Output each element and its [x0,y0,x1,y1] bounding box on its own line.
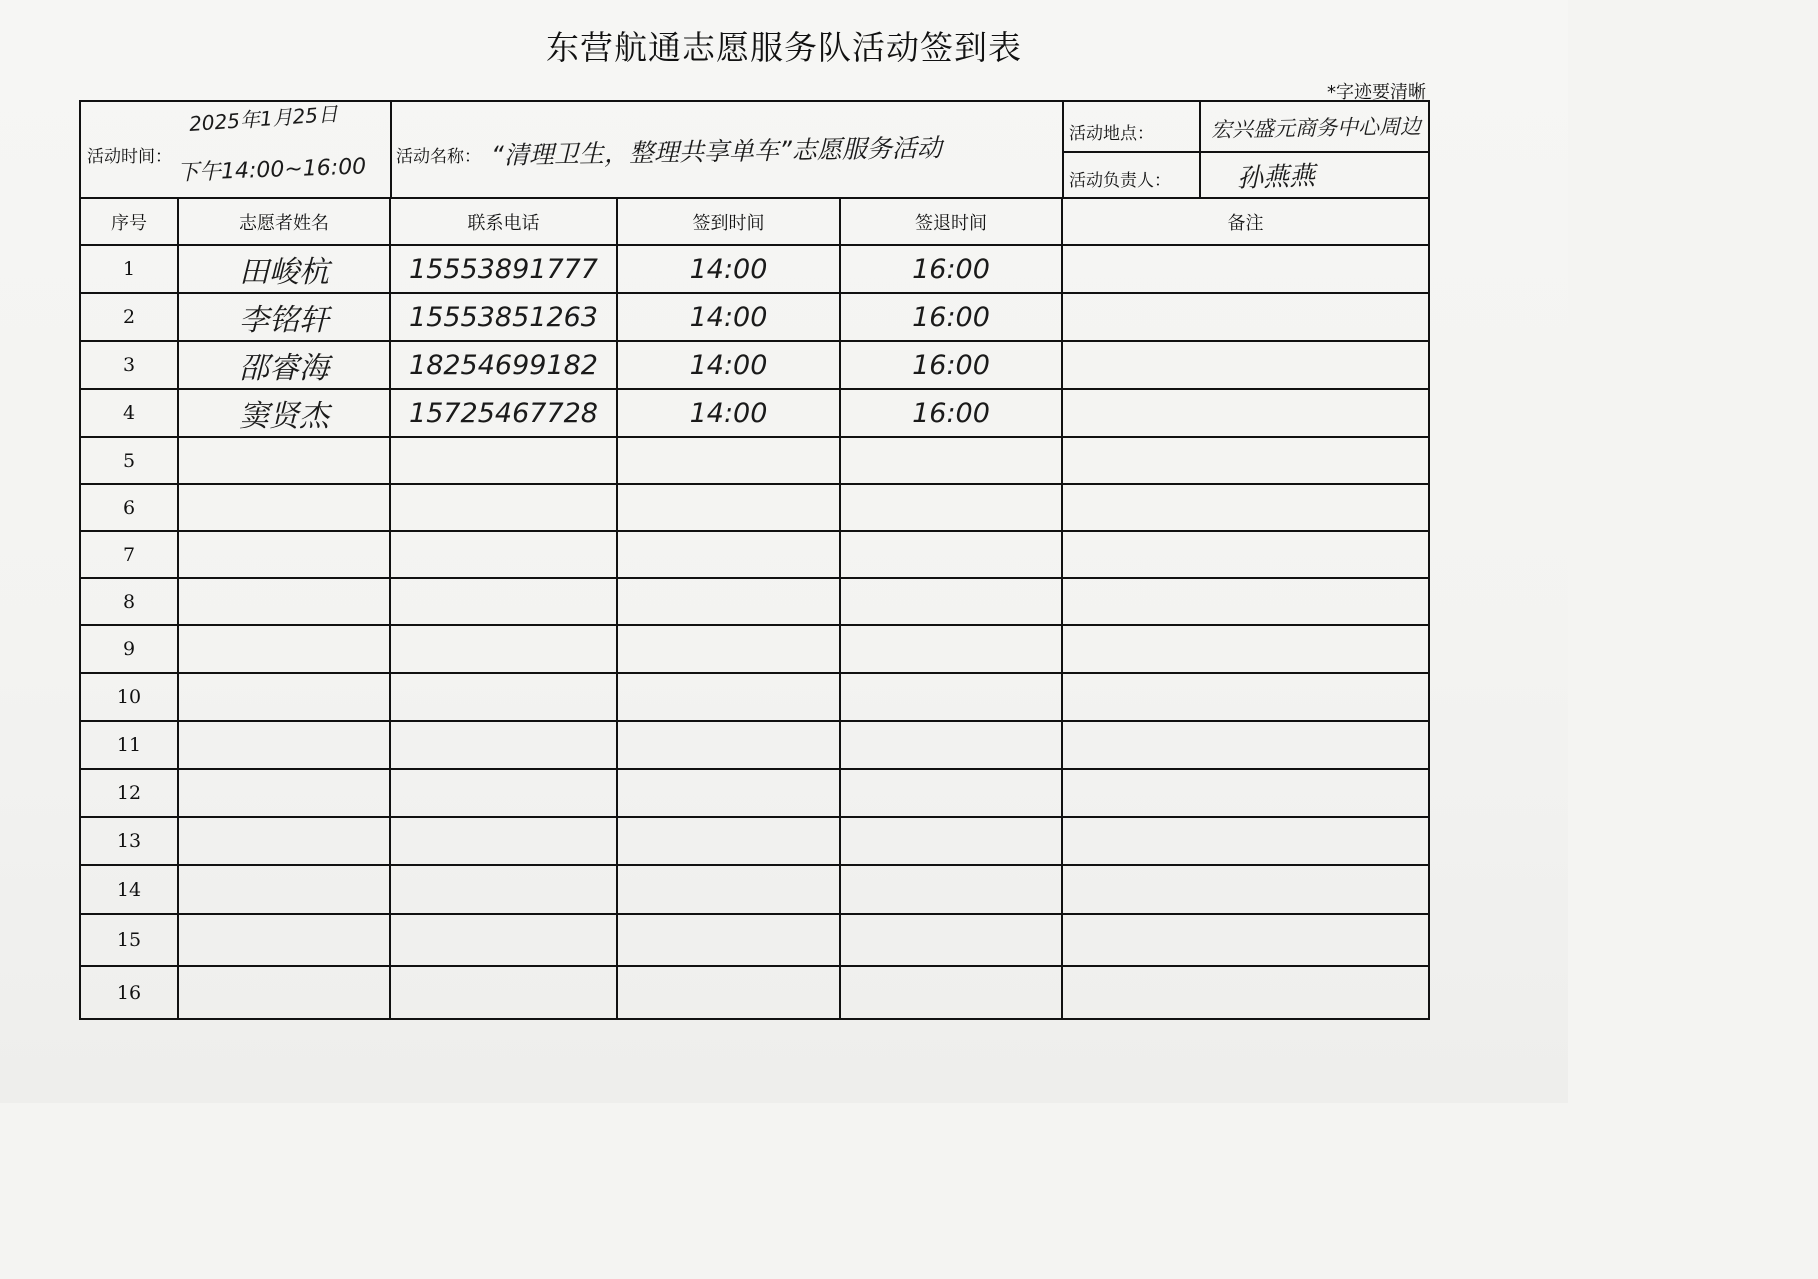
table-row [81,673,1428,721]
column-header-name: 志愿者姓名 [178,199,390,245]
row-number: 6 [81,484,178,531]
activity-time-label: 活动时间： [87,147,172,167]
phone-number [390,578,617,625]
volunteer-name [178,625,390,673]
phone-number [390,769,617,817]
row-number: 2 [81,293,178,341]
header-divider [1062,102,1064,197]
row-number: 9 [81,625,178,673]
sign-out-time [840,769,1062,817]
table-row [81,769,1428,817]
table-row [81,966,1428,1019]
table-row [81,484,1428,531]
row-number: 16 [81,966,178,1019]
sign-in-time [617,673,840,721]
volunteer-table [81,199,1428,1019]
volunteer-name [178,578,390,625]
row-number: 12 [81,769,178,817]
volunteer-name [178,966,390,1019]
volunteer-name: 田峻杭 [178,245,390,293]
volunteer-name [178,531,390,578]
activity-name-label: 活动名称： [396,147,481,167]
sign-in-time [617,721,840,769]
phone-number: 18254699182 [390,341,617,389]
row-number: 7 [81,531,178,578]
row-number: 14 [81,865,178,914]
phone-number [390,721,617,769]
header-divider [1199,102,1201,197]
phone-number [390,914,617,966]
sign-in-time [617,437,840,484]
sign-in-time [617,769,840,817]
sign-out-time [840,437,1062,484]
sign-in-time: 14:00 [617,389,840,437]
sign-out-time: 16:00 [840,389,1062,437]
sign-out-time [840,625,1062,673]
remark [1062,865,1428,914]
sign-out-time: 16:00 [840,293,1062,341]
remark [1062,531,1428,578]
sign-out-time [840,531,1062,578]
phone-number: 15553851263 [390,293,617,341]
table-row [81,437,1428,484]
activity-leader-value: 孙燕燕 [1236,161,1316,194]
activity-name-value: “清理卫生，整理共享单车”志愿服务活动 [490,133,943,170]
sign-out-time [840,865,1062,914]
phone-number [390,865,617,914]
volunteer-name [178,437,390,484]
sign-in-time [617,484,840,531]
sign-in-time [617,817,840,865]
volunteer-name [178,865,390,914]
sign-out-time [840,817,1062,865]
header-divider [1062,151,1428,153]
remark [1062,437,1428,484]
phone-number [390,625,617,673]
table-row [81,721,1428,769]
table-row [81,625,1428,673]
sign-in-time [617,578,840,625]
sign-in-time: 14:00 [617,293,840,341]
volunteer-name [178,914,390,966]
row-number: 5 [81,437,178,484]
row-number: 10 [81,673,178,721]
table-row [81,341,1428,389]
sign-out-time [840,914,1062,966]
phone-number [390,531,617,578]
sign-out-time [840,721,1062,769]
table-row [81,389,1428,437]
remark [1062,245,1428,293]
volunteer-name: 李铭轩 [178,293,390,341]
table-row [81,865,1428,914]
legibility-note: *字迹要清晰 [1327,82,1426,103]
column-header-remark: 备注 [1062,199,1428,245]
activity-place-value: 宏兴盛元商务中心周边 [1210,114,1422,142]
remark [1062,769,1428,817]
remark [1062,914,1428,966]
remark [1062,966,1428,1019]
phone-number: 15553891777 [390,245,617,293]
table-row [81,245,1428,293]
sheet-title: 东营航通志愿服务队活动签到表 [546,28,1022,67]
remark [1062,721,1428,769]
volunteer-name: 窦贤杰 [178,389,390,437]
activity-date-value: 2025年1月25日 [188,101,339,136]
sign-out-time [840,966,1062,1019]
column-header-phone: 联系电话 [390,199,617,245]
row-number: 3 [81,341,178,389]
sign-out-time: 16:00 [840,245,1062,293]
volunteer-name [178,484,390,531]
sign-in-time [617,625,840,673]
sign-out-time: 16:00 [840,341,1062,389]
volunteer-name [178,769,390,817]
table-row [81,914,1428,966]
sign-in-time: 14:00 [617,341,840,389]
phone-number: 15725467728 [390,389,617,437]
table-row [81,817,1428,865]
row-number: 8 [81,578,178,625]
phone-number [390,817,617,865]
sign-in-time [617,966,840,1019]
sign-in-time [617,531,840,578]
phone-number [390,673,617,721]
sign-out-time [840,484,1062,531]
header-divider [390,102,392,197]
remark [1062,625,1428,673]
sign-in-table-frame [79,100,1430,1020]
sign-out-time [840,673,1062,721]
volunteer-name: 邵睿海 [178,341,390,389]
table-header-row [81,199,1428,245]
row-number: 4 [81,389,178,437]
table-row [81,531,1428,578]
volunteer-name [178,817,390,865]
sign-in-time [617,865,840,914]
activity-place-label: 活动地点： [1069,124,1154,144]
sign-out-time [840,578,1062,625]
table-row [81,293,1428,341]
row-number: 11 [81,721,178,769]
sign-in-time [617,914,840,966]
remark [1062,341,1428,389]
remark [1062,673,1428,721]
volunteer-name [178,673,390,721]
sign-in-time: 14:00 [617,245,840,293]
remark [1062,817,1428,865]
phone-number [390,437,617,484]
column-header-sign-in: 签到时间 [617,199,840,245]
remark [1062,578,1428,625]
remark [1062,293,1428,341]
activity-time-range-value: 下午14:00~16:00 [176,154,367,186]
volunteer-name [178,721,390,769]
row-number: 13 [81,817,178,865]
row-number: 15 [81,914,178,966]
activity-info-header [81,102,1428,199]
row-number: 1 [81,245,178,293]
remark [1062,484,1428,531]
remark [1062,389,1428,437]
phone-number [390,966,617,1019]
column-header-no: 序号 [81,199,178,245]
phone-number [390,484,617,531]
column-header-sign-out: 签退时间 [840,199,1062,245]
table-row [81,578,1428,625]
activity-leader-label: 活动负责人： [1069,171,1171,191]
